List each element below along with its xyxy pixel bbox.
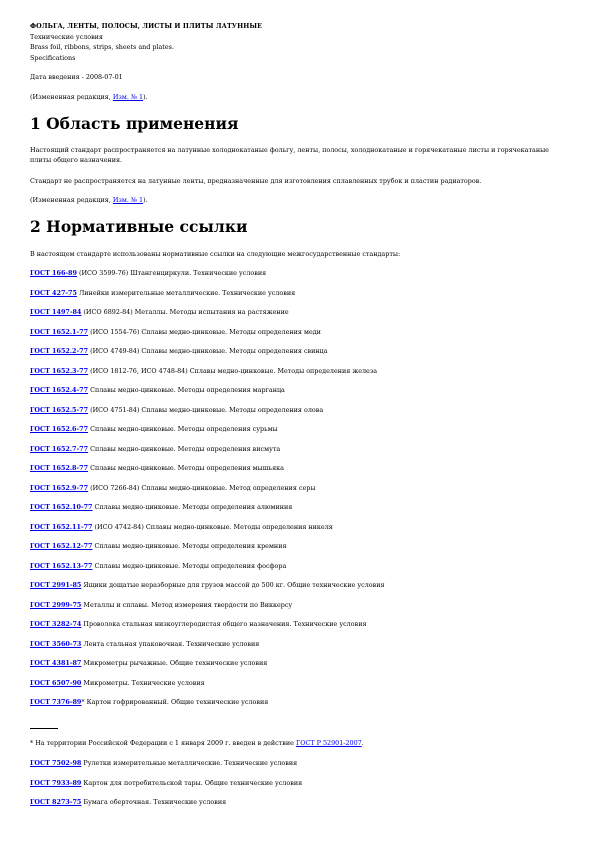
reference-item bbox=[30, 640, 259, 649]
reference-item bbox=[30, 328, 321, 337]
standard-link[interactable]: ГОСТ 1652.9-77 bbox=[30, 483, 89, 492]
standard-title: (ИСО 7266-84) Сплавы медно-цинковые. Метод определения серы bbox=[88, 483, 316, 492]
standard-link[interactable]: ГОСТ 3560-73 bbox=[30, 639, 82, 648]
reference-item bbox=[30, 347, 328, 356]
reference-item bbox=[30, 542, 287, 551]
standard-link[interactable]: ГОСТ 8273-75 bbox=[30, 798, 82, 806]
standard-link[interactable]: ГОСТ 7933-89 bbox=[30, 778, 82, 787]
standard-link[interactable]: ГОСТ 2999-75 bbox=[30, 600, 82, 609]
standard-title: Микрометры рычажные. Общие технические условия bbox=[81, 659, 268, 667]
reference-item bbox=[30, 367, 377, 376]
reference-item bbox=[30, 269, 266, 278]
reference-item bbox=[30, 620, 366, 629]
standard-title: * Картон гофрированный. Общие технические условия bbox=[81, 698, 269, 706]
standard-title: (ИСО 1554-76) Сплавы медно-цинковые. Методы определения меди bbox=[88, 327, 321, 336]
document-header bbox=[30, 21, 262, 63]
subtitle-ru: Технические условия bbox=[30, 32, 103, 41]
standard-link[interactable]: ГОСТ 1652.1-77 bbox=[30, 327, 89, 336]
standard-title: Сплавы медно-цинковые. Методы определения висмута bbox=[88, 444, 281, 453]
standard-link[interactable]: ГОСТ 2991-85 bbox=[30, 581, 82, 589]
standard-title: Микрометры. Технические условия bbox=[81, 678, 205, 687]
standard-link[interactable]: ГОСТ 7502-98 bbox=[30, 759, 82, 767]
standard-title: (ИСО 6892-84) Металлы. Методы испытания на растяжение bbox=[81, 308, 289, 316]
reference-item bbox=[30, 484, 315, 493]
reference-item bbox=[30, 581, 384, 590]
standard-title: (ИСО 4749-84) Сплавы медно-цинковые. Методы определения свинца bbox=[88, 347, 328, 355]
standard-title: (ИСО 4751-84) Сплавы медно-цинковые. Методы определения олова bbox=[88, 405, 324, 414]
standard-link[interactable]: ГОСТ 1652.10-77 bbox=[30, 503, 93, 511]
standard-title: Сплавы медно-цинковые. Методы определения сурьмы bbox=[88, 425, 278, 433]
standard-title: Сплавы медно-цинковые. Методы определения марганца bbox=[88, 386, 285, 394]
reference-item bbox=[30, 523, 333, 532]
standard-link[interactable]: ГОСТ 4381-87 bbox=[30, 659, 82, 667]
reference-item bbox=[30, 779, 302, 788]
reference-item bbox=[30, 289, 295, 298]
standard-title: Рулетки измерительные металлические. Технические условия bbox=[81, 759, 298, 767]
standard-link[interactable]: ГОСТ 7376-89 bbox=[30, 698, 82, 706]
effective-date: Дата введения - 2008-07-01 bbox=[30, 73, 123, 81]
standard-link[interactable]: ГОСТ 1652.4-77 bbox=[30, 386, 89, 394]
standard-title: Линейки измерительные металлические. Технические условия bbox=[76, 288, 296, 297]
standard-link[interactable]: ГОСТ 1652.11-77 bbox=[30, 522, 93, 531]
standard-title: (ИСО 3599-76) Штангенциркули. Технические условия bbox=[76, 269, 267, 277]
section-1-paragraph-1: Настоящий стандарт распространяется на латунные холоднокатаные фольгу, ленты, полосы, холоднокатаные и горячекатаные листы и горячекатаные плиты общего назначения. bbox=[30, 146, 549, 164]
standard-title: Лента стальная упаковочная. Технические условия bbox=[81, 639, 260, 648]
reference-item bbox=[30, 445, 280, 454]
standard-link[interactable]: ГОСТ 6507-90 bbox=[30, 678, 82, 687]
standard-link[interactable]: ГОСТ 1652.2-77 bbox=[30, 347, 89, 355]
edition-note: (Измененная редакция, Изм. № 1). bbox=[30, 93, 148, 101]
reference-item bbox=[30, 425, 278, 434]
reference-item bbox=[30, 798, 226, 807]
reference-item bbox=[30, 601, 292, 610]
standard-title: Картон для потребительской тары. Общие технические условия bbox=[81, 778, 303, 787]
standard-title: Сплавы медно-цинковые. Методы определения алюминия bbox=[92, 503, 293, 511]
standard-link[interactable]: ГОСТ 427-75 bbox=[30, 288, 77, 297]
standard-title: (ИСО 1812-76, ИСО 4748-84) Сплавы медно-цинковые. Методы определения железа bbox=[88, 366, 378, 375]
standard-title: Сплавы медно-цинковые. Методы определения мышьяка bbox=[88, 464, 284, 472]
reference-item bbox=[30, 659, 267, 668]
section-2-heading: 2 Нормативные ссылки bbox=[30, 217, 248, 236]
standard-title: (ИСО 4742-84) Сплавы медно-цинковые. Методы определения никеля bbox=[92, 522, 333, 531]
reference-item bbox=[30, 406, 323, 415]
standard-link[interactable]: ГОСТ 1652.3-77 bbox=[30, 366, 89, 375]
standard-link[interactable]: ГОСТ 3282-74 bbox=[30, 620, 82, 628]
reference-item bbox=[30, 503, 292, 512]
section-1-edition-note: (Измененная редакция, Изм. № 1). bbox=[30, 196, 148, 204]
standard-link[interactable]: ГОСТ 1652.12-77 bbox=[30, 542, 93, 550]
standard-link[interactable]: ГОСТ 1497-84 bbox=[30, 308, 82, 316]
standard-link[interactable]: ГОСТ 1652.13-77 bbox=[30, 561, 93, 570]
reference-item bbox=[30, 562, 286, 571]
reference-item bbox=[30, 679, 205, 688]
title-en: Brass foil, ribbons, strips, sheets and plates. bbox=[30, 43, 174, 51]
reference-item bbox=[30, 386, 285, 395]
standard-title: Металлы и сплавы. Метод измерения твердости по Виккерсу bbox=[81, 600, 293, 609]
section-2-intro: В настоящем стандарте использованы нормативные ссылки на следующие межгосударственные стандарты: bbox=[30, 250, 401, 258]
standard-title: Бумага оберточная. Технические условия bbox=[81, 798, 227, 806]
footnote: * На территории Российской Федерации с 1 января 2009 г. введен в действие ГОСТ Р 52901-2007. bbox=[30, 739, 364, 747]
amendment-link[interactable]: Изм. № 1 bbox=[112, 93, 144, 101]
standard-link[interactable]: ГОСТ 166-89 bbox=[30, 269, 77, 277]
reference-item bbox=[30, 308, 289, 317]
title-ru: ФОЛЬГА, ЛЕНТЫ, ПОЛОСЫ, ЛИСТЫ И ПЛИТЫ ЛАТУННЫЕ bbox=[30, 22, 263, 30]
reference-item bbox=[30, 759, 297, 768]
reference-item bbox=[30, 698, 268, 707]
subtitle-en: Specifications bbox=[30, 53, 76, 62]
standard-link[interactable]: ГОСТ 1652.6-77 bbox=[30, 425, 89, 433]
standard-link[interactable]: ГОСТ 1652.5-77 bbox=[30, 405, 89, 414]
section-1-paragraph-2: Стандарт не распространяется на латунные ленты, предназначенные для изготовления сплавленных трубок и пластин радиаторов. bbox=[30, 177, 482, 185]
standard-title: Ящики дощатые неразборные для грузов массой до 500 кг. Общие технические условия bbox=[81, 581, 385, 589]
standard-title: Сплавы медно-цинковые. Методы определения фосфора bbox=[92, 561, 287, 570]
standard-title: Сплавы медно-цинковые. Методы определения кремния bbox=[92, 542, 287, 550]
standard-link[interactable]: ГОСТ 1652.8-77 bbox=[30, 464, 89, 472]
section-1-heading: 1 Область применения bbox=[30, 114, 239, 133]
standard-title: Проволока стальная низкоуглеродистая общего назначения. Технические условия bbox=[81, 620, 367, 628]
footnote-divider bbox=[30, 728, 58, 729]
standard-link[interactable]: ГОСТ 1652.7-77 bbox=[30, 444, 89, 453]
footnote-standard-link[interactable]: ГОСТ Р 52901-2007 bbox=[295, 739, 362, 747]
amendment-link[interactable]: Изм. № 1 bbox=[112, 196, 144, 204]
reference-item bbox=[30, 464, 284, 473]
